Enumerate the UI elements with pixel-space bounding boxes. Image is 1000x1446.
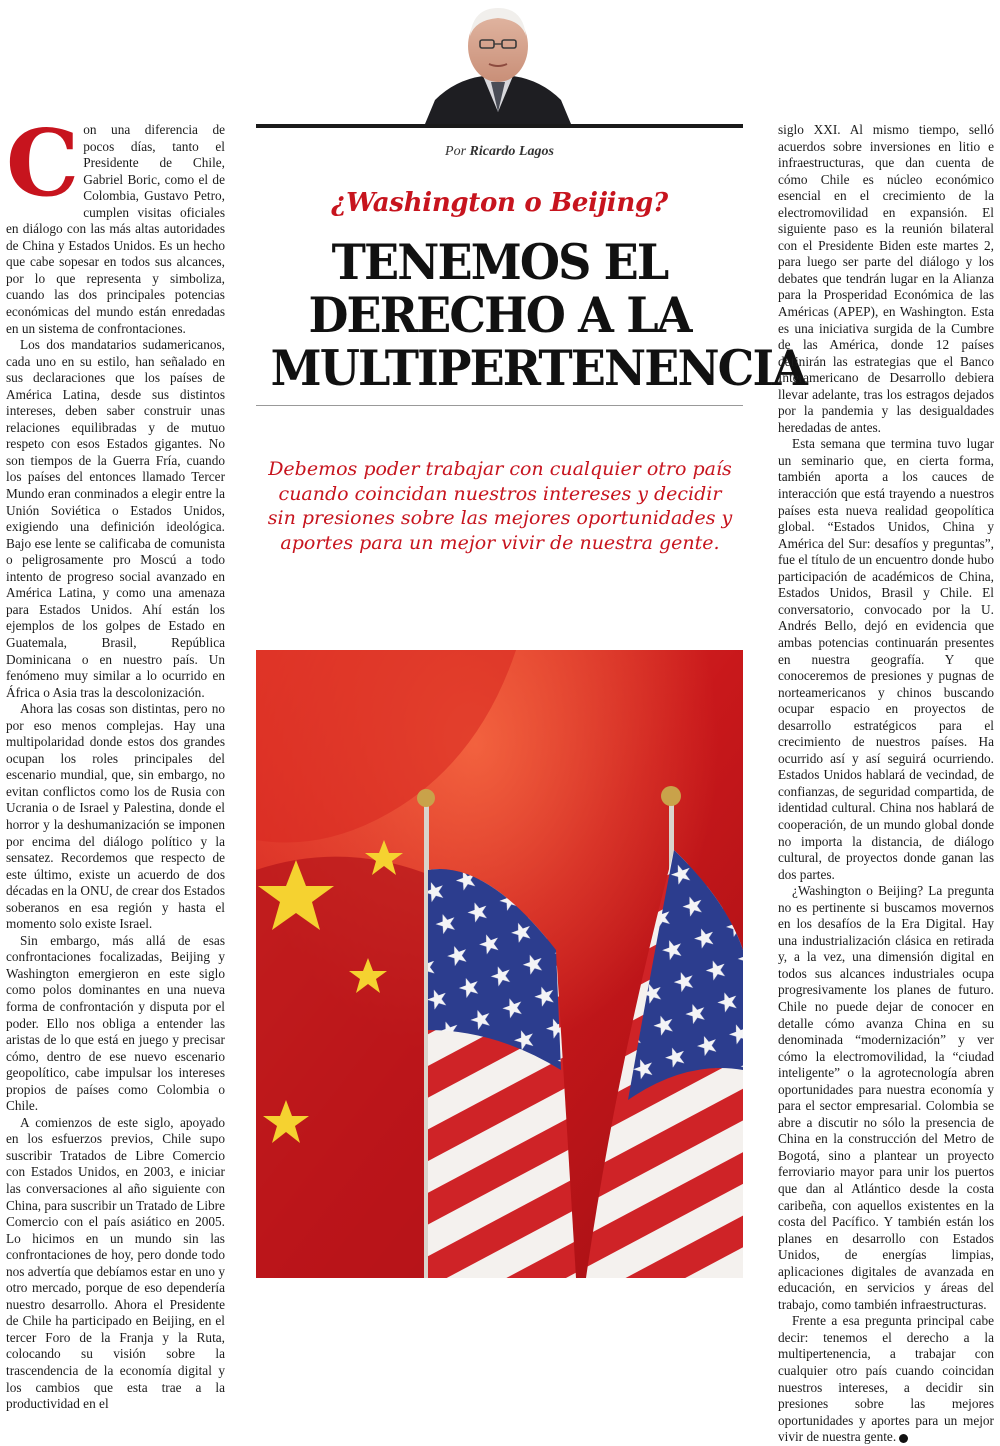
end-of-article-icon bbox=[899, 1434, 908, 1443]
header-rule bbox=[256, 124, 743, 128]
closing-paragraph bbox=[778, 1313, 994, 1445]
lead-text: on una diferencia de pocos días, tanto el Presidente de Chile, Gabriel Boric, como el de Colombia, Gustavo Petro, cumplen visitas oficiales en diálogo con las más altas autoridades de China y Estados Unidos. Es un hecho que cabe sopesar en todos sus alcances, por lo que representa y simboliza, cuando las dos principales potencias económicas del mundo están enredadas en un sistema de confrontaciones. bbox=[6, 122, 225, 336]
kicker: ¿Washington o Beijing? bbox=[331, 188, 668, 218]
headline-line: TENEMOS EL bbox=[331, 233, 668, 291]
paragraph: A comienzos de este siglo, apoyado en los esfuerzos previos, Chile supo suscribir Tratados de Libre Comercio con Estados Unidos, en 2003, e iniciar las conversaciones al año siguiente con China, para suscribir un Tratado de Libre Comercio con el país asiático en 2005. Lo hicimos en un mundo sin las confrontaciones de hoy, pero donde todo nos advertía que debíamos estar en uno y otro mercado, porque de eso dependería nuestro desarrollo. Ahora el Presidente de Chile ha participado en Beijing, en el tercer Foro de la Franja y la Ruta, colocando su visión sobre la trascendencia de la economía digital y los cambios que esta trae a la productividad en el bbox=[6, 1114, 225, 1412]
byline-author: Ricardo Lagos bbox=[469, 144, 554, 159]
section-divider bbox=[256, 405, 743, 406]
paragraph: siglo XXI. Al mismo tiempo, selló acuerdos sobre inversiones en litio e infraestructuras, que dan cuenta de cómo Chile es núcleo económico esencial en el crecimiento de la electromovilidad en expansión. El siguiente paso es la reunión bilateral con el Presidente Biden este martes 2, para luego ser parte del diálogo y los debates que tendrán lugar en la Alianza para la Prosperidad Económica de las Américas (APEP), en Washington. Esta es una iniciativa surgida de la Cumbre de las América, donde 12 países definirán las estrategias que el Banco Interamericano de Desarrollo debiera llevar adelante, tras los estragos dejados por la pandemia y las desigualdades heredadas de antes. bbox=[778, 122, 994, 435]
headline-line: MULTIPERTENENCIA bbox=[270, 339, 806, 397]
author-portrait bbox=[425, 0, 571, 124]
headline-line: DERECHO A LA bbox=[308, 286, 691, 344]
paragraph: ¿Washington o Beijing? La pregunta no es pertinente si buscamos movernos en los desafíos de la Era Digital. Hay una industrialización clásica en retirada y, a la vez, una dimensión digital en todos sus alcances industriales ocupa progresivamente los planes de futuro. Chile no puede dejar de conocer en detalle cómo avanza China en su denominada “modernización” y ver cómo la electromovilidad, la “ciudad inteligente” o la agrotecnología abren oportunidades para nuestra economía y para el sector empresarial. Colombia se abre a discutir no sólo la presencia de China en la construcción del Metro de Bogotá, sino a plantear un proyecto ferroviario mayor para unir los puertos que dan al Atlántico desde la costa caribeña, con aquellos existentes en la costa del Pacífico. Y también están los planes en desarrollo con Estados Unidos, de energías limpias, aplicaciones digitales de avanzada en educación, en servicios y áreas del trabajo, como también infraestructuras. bbox=[778, 883, 994, 1312]
byline bbox=[256, 144, 743, 160]
paragraph: Los dos mandatarios sudamericanos, cada uno en su estilo, han señalado en sus declaraciones que los países de América Latina, desde sus distintos intereses, deben saber construir unas relaciones equilibradas y de mutuo respeto con esos Estados gigantes. No son tiempos de la Guerra Fría, cuando los países del entonces llamado Tercer Mundo eran conminados a elegir entre la Unión Soviética o Estados Unidos, exigiendo una definición ideológica. Bajo ese lente se calificaba de comunista o peligrosamente pro Moscú a todo intento de progreso social avanzado en América Latina, y como una amenaza para Estados Unidos. Ahí están los ejemplos de los golpes de Estado en Guatemala, Brasil, República Dominicana o en nuestro país. Un fenómeno muy similar a lo ocurrido en África o Asia tras la descolonización. bbox=[6, 337, 225, 700]
right-column bbox=[778, 122, 994, 1445]
deck-quote: Debemos poder trabajar con cualquier otro país cuando coincidan nuestros intereses y decidir sin presiones sobre las mejores oportunidades y aportes para un mejor vivir de nuestra gente. bbox=[267, 458, 733, 554]
flags-photo bbox=[256, 650, 743, 1278]
byline-prefix: Por bbox=[445, 144, 467, 159]
closing-text: Frente a esa pregunta principal cabe decir: tenemos el derecho a la multipertenencia, a trabajar con cualquier otro país cuando coincidan nuestros intereses, a decidir sin presiones sobre las mejores oportunidades y aportes para un mejor vivir de nuestra gente. bbox=[778, 1313, 994, 1445]
left-column bbox=[6, 109, 225, 1412]
headline bbox=[270, 233, 806, 397]
lead-paragraph bbox=[6, 109, 225, 337]
dropcap: C bbox=[6, 109, 80, 217]
paragraph: Ahora las cosas son distintas, pero no por eso menos complejas. Hay una multipolaridad donde estos dos grandes ocupan los roles principales del escenario mundial, que, sin embargo, no evitan conflictos como los de Rusia con Ucrania o de Israel y Palestina, donde el horror y la deshumanización se imponen por encima del diálogo político y la sensatez. Recordemos que respecto de este último, existe un acuerdo de dos décadas en la ONU, de crear dos Estados soberanos en esa región y hasta el momento solo existe Israel. bbox=[6, 701, 225, 932]
paragraph: Sin embargo, más allá de esas confrontaciones focalizadas, Beijing y Washington emergieron en este siglo como polos dominantes en una nueva forma de confrontación y disputa por el poder. Ello nos obliga a entender las aristas de lo que está en juego y precisar cómo, dentro de ese nuevo escenario geopolítico, cabe impulsar los intereses propios de países como Colombia o Chile. bbox=[6, 932, 225, 1114]
paragraph: Esta semana que termina tuvo lugar un seminario que, en cierta forma, también aporta a los cauces de interacción que está trayendo a nuestros países esta nueva realidad geopolítica global. “Estados Unidos, China y América del Sur: desafíos y preguntas”, fue el título de un encuentro donde hubo participación de académicos de China, Estados Unidos, Brasil y Chile. El conversatorio, convocado por la U. Andrés Bello, dejó en evidencia que ambas potencias continuarán presentes en nuestra geografía. Y que conoceremos de presiones y pugnas de norteamericanos y chinos buscando ocupar espacio en proyectos de desarrollo estratégicos para el crecimiento de nuestros países. Ha ocurrido así y así seguirá ocurriendo. Estados Unidos hablará de vecindad, de confianzas, de seguridad compartida, de identidad cultural. China nos hablará de cooperación, de un mundo global donde no importa la distancia, de diálogo cultural, de proyectos donde ganan las dos partes. bbox=[778, 436, 994, 882]
